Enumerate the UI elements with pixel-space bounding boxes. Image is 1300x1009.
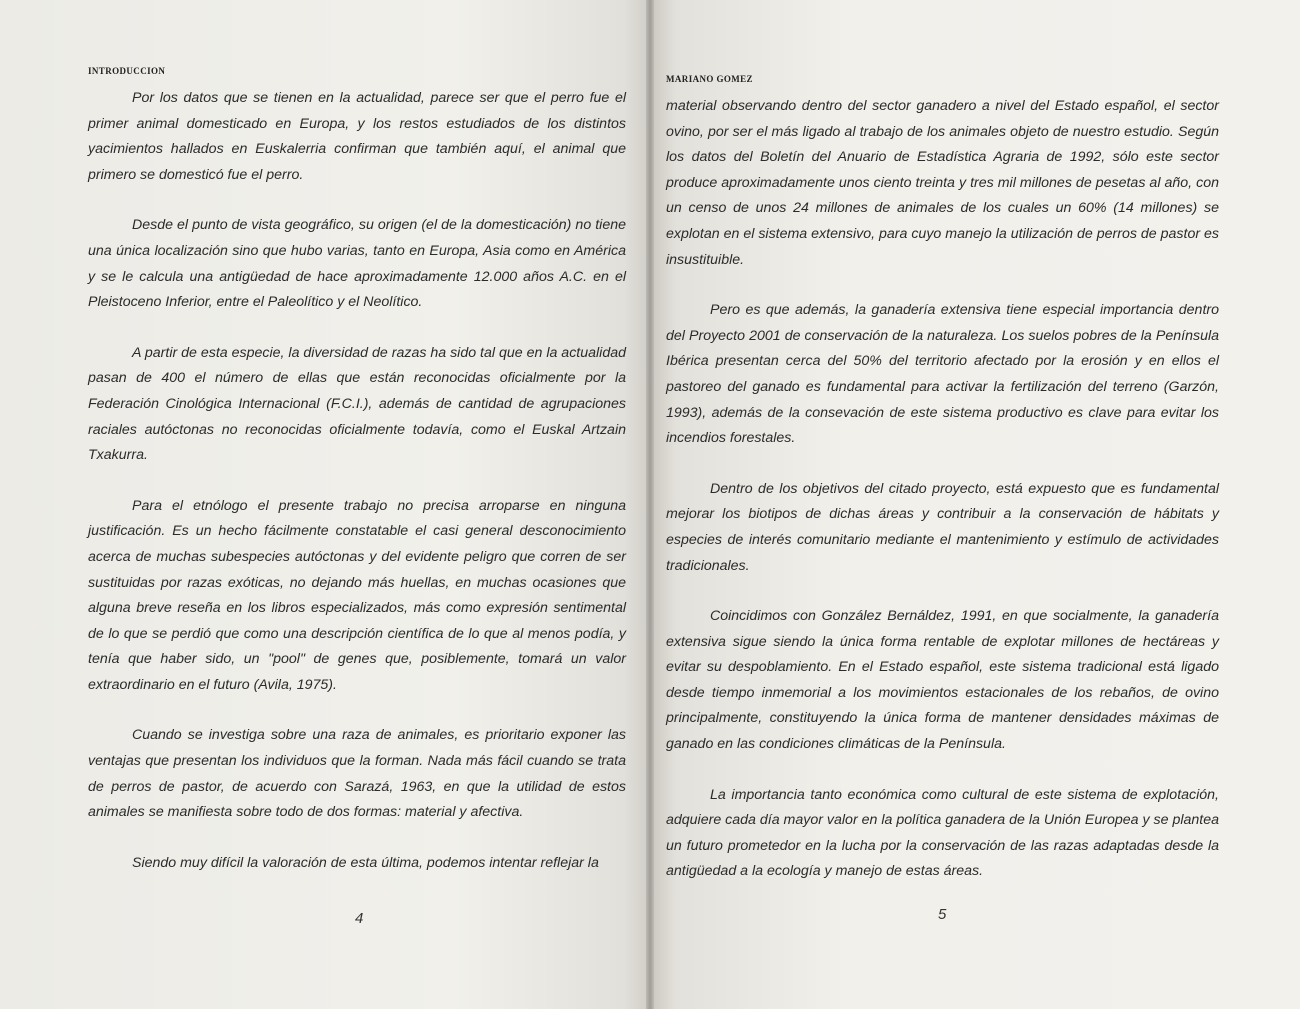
- paragraph: Pero es que además, la ganadería extensiva tiene especial importancia dentro del Proyecto 2001 de conservación de la naturaleza. Los suelos pobres de la Península Ibérica presentan cerca del 50% del territorio afectado por la erosión y en ellos el pastoreo del ganado es fundamental para activar la fertilización del terreno (Garzón, 1993), además de la consevación de este sistema productivo es clave para evitar los incendios forestales.: [666, 302, 1219, 447]
- book-gutter: [646, 0, 654, 1009]
- paragraph: Cuando se investiga sobre una raza de animales, es prioritario exponer las ventajas que presentan los individuos que la forman. Nada más fácil cuando se trata de perros de pastor, de acuerdo con Sarazá, 1963, en que la utilidad de estos animales se manifiesta sobre todo de dos formas: material y afectiva.: [88, 727, 626, 821]
- paragraph: Coincidimos con González Bernáldez, 1991, en que socialmente, la ganadería extensiva sigue siendo la única forma rentable de explotar millones de hectáreas y evitar su despoblamiento. En el Estado español, este sistema tradicional está ligado desde tiempo inmemorial a los movimientos estacionales de los rebaños, de ovino principalmente, constituyendo la única forma de mantener densidades máximas de ganado en las condiciones climáticas de la Península.: [666, 608, 1219, 753]
- left-page-body: [88, 86, 626, 876]
- paragraph: Dentro de los objetivos del citado proyecto, está expuesto que es fundamental mejorar los biotipos de dichas áreas y contribuir a la conservación de hábitats y especies de interés comunitario mediante el mantenimiento y estímulo de actividades tradicionales.: [666, 480, 1219, 574]
- running-head-left: INTRODUCCION: [88, 66, 166, 76]
- paragraph: Siendo muy difícil la valoración de esta última, podemos intentar reflejar la: [132, 854, 599, 871]
- paragraph: Para el etnólogo el presente trabajo no precisa arroparse en ninguna justificación. Es un hecho fácilmente constatable el casi general desconocimiento acerca de muchas subespecies autóctonas y del evidente peligro que corren de ser sustituidas por razas exóticas, no dejando más huellas, en muchas ocasiones que alguna breve reseña en los libros especializados, más como expresión sentimental de lo que se perdió que como una descripción científica de lo que al menos podía, y tenía que haber sido, un "pool" de genes que, posiblemente, tomará un valor extraordinario en el futuro (Avila, 1975).: [88, 497, 626, 693]
- paragraph: La importancia tanto económica como cultural de este sistema de explotación, adquiere cada día mayor valor en la política ganadera de la Unión Europea y se plantea un futuro prometedor en la lucha por la conservación de las razas adaptadas desde la antigüedad a la ecología y manejo de estas áreas.: [666, 786, 1219, 880]
- right-page-body: [666, 94, 1219, 885]
- right-page: [650, 0, 1300, 1009]
- paragraph: material observando dentro del sector ganadero a nivel del Estado español, el sector ovino, por ser el más ligado al trabajo de los animales objeto de nuestro estudio. Según los datos del Boletín del Anuario de Estadística Agraria de 1992, sólo este sector produce aproximadamente unos ciento treinta y tres mil millones de pesetas al año, con un censo de unos 24 millones de animales de los cuales un 60% (14 millones) se explotan en el sistema extensivo, para cuyo manejo la utilización de perros de pastor es insustituible.: [666, 98, 1219, 268]
- page-number-right: 5: [938, 906, 947, 923]
- running-head-right: MARIANO GOMEZ: [666, 74, 753, 84]
- page-number-left: 4: [355, 910, 364, 927]
- paragraph: Desde el punto de vista geográfico, su origen (el de la domesticación) no tiene una única localización sino que hubo varias, tanto en Europa, Asia como en América y se le calcula una antigüedad de hace aproximadamente 12.000 años A.C. en el Pleistoceno Inferior, entre el Paleolítico y el Neolítico.: [88, 217, 626, 311]
- paragraph: Por los datos que se tienen en la actualidad, parece ser que el perro fue el primer animal domesticado en Europa, y los restos estudiados de los distintos yacimientos hallados en Euskalerria confirman que también aquí, el animal que primero se domesticó fue el perro.: [88, 90, 626, 183]
- paragraph: A partir de esta especie, la diversidad de razas ha sido tal que en la actualidad pasan de 400 el número de ellas que están reconocidas oficialmente por la Federación Cinológica Internacional (F.C.I.), además de cantidad de agrupaciones raciales autóctonas no reconocidas oficialmente todavía, como el Euskal Artzain Txakurra.: [88, 344, 626, 464]
